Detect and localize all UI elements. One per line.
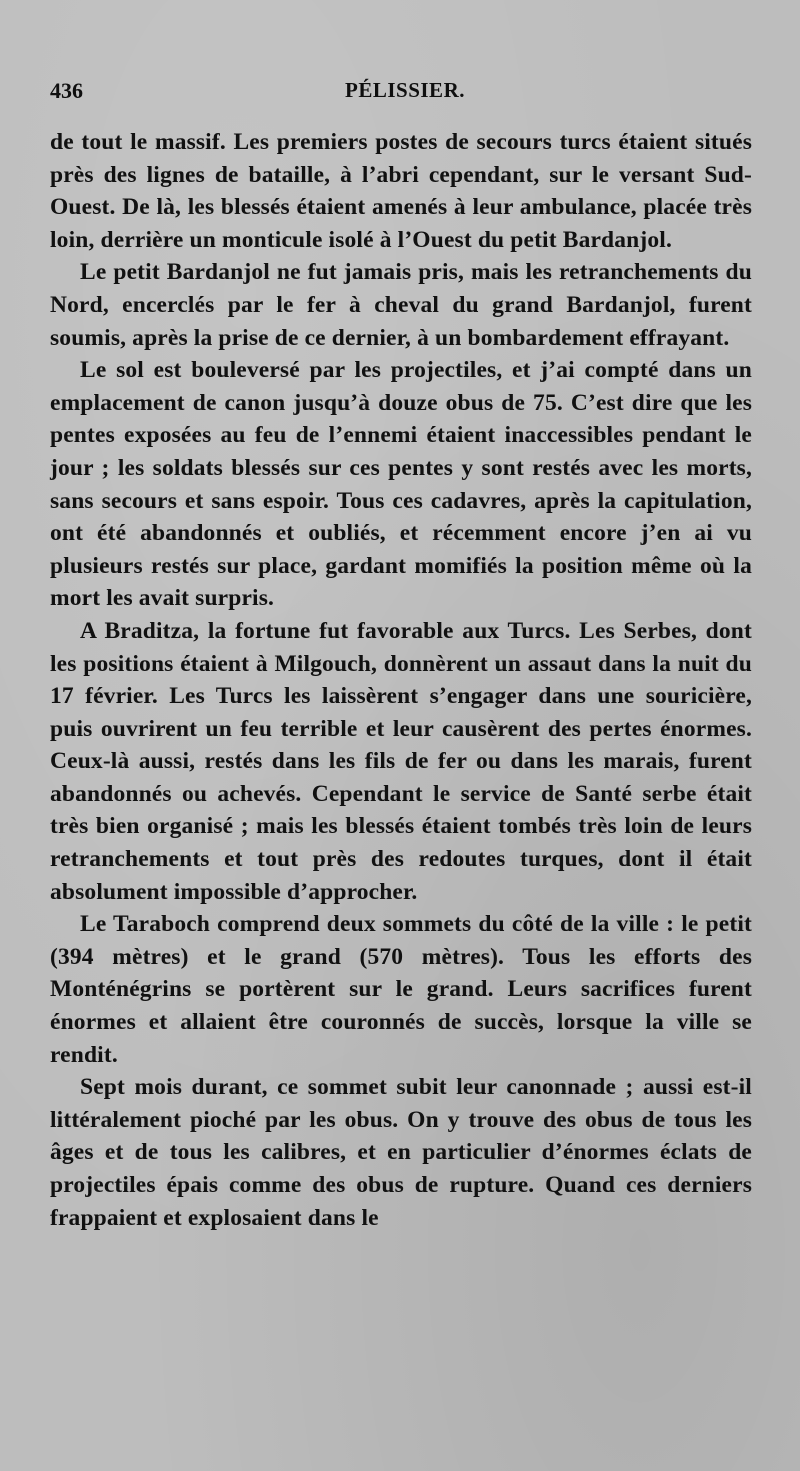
body-text xyxy=(50,126,752,1234)
page-number: 436 xyxy=(50,78,83,103)
paragraph-5: Le Taraboch comprend deux sommets du côté de la ville : le petit (394 mètres) et le grand (570 mètres). Tous les efforts des Monténégrins se portèrent sur le grand. Leurs sacrifices furent énormes et allaient être couronnés de succès, lorsque la ville se rendit. xyxy=(50,911,752,1068)
page-header xyxy=(40,78,770,112)
running-title: PÉLISSIER. xyxy=(345,78,465,102)
paragraph-6: Sept mois durant, ce sommet subit leur canonnade ; aussi est-il littéralement pioché par les obus. On y trouve des obus de tous les âges et de tous les calibres, et en particulier d’énormes éclats de projectiles épais comme des obus de rupture. Quand ces derniers frappaient et explosaient dans le xyxy=(50,1074,752,1231)
paragraph-2: Le petit Bardanjol ne fut jamais pris, mais les retranchements du Nord, encerclés par le fer à cheval du grand Bardanjol, furent soumis, après la prise de ce dernier, à un bombardement effrayant. xyxy=(50,259,752,351)
paragraph-4: A Braditza, la fortune fut favorable aux Turcs. Les Serbes, dont les positions étaient à Milgouch, donnèrent un assaut dans la nuit du 17 février. Les Turcs les laissèrent s’engager dans une souricière, puis ouvrirent un feu terrible et leur causèrent des pertes énormes. Ceux-là aussi, restés dans les fils de fer ou dans les marais, furent abandonnés ou achevés. Cependant le service de Santé serbe était très bien organisé ; mais les blessés étaient tombés très loin de leurs retranchements et tout près des redoutes turques, dont il était absolument impossible d’approcher. xyxy=(50,617,752,905)
paragraph-1: de tout le massif. Les premiers postes de secours turcs étaient situés près des lignes de bataille, à l’abri cependant, sur le versant Sud-Ouest. De là, les blessés étaient amenés à leur ambulance, placée très loin, derrière un monticule isolé à l’Ouest du petit Bardanjol. xyxy=(50,129,752,253)
paragraph-3: Le sol est bouleversé par les projectiles, et j’ai compté dans un emplacement de canon jusqu’à douze obus de 75. C’est dire que les pentes exposées au feu de l’ennemi étaient inaccessibles pendant le jour ; les soldats blessés sur ces pentes y sont restés avec les morts, sans secours et sans espoir. Tous ces cadavres, après la capitulation, ont été abandonnés et oubliés, et récemment encore j’en ai vu plusieurs restés sur place, gardant momifiés la position même où la mort les avait surpris. xyxy=(50,357,752,612)
